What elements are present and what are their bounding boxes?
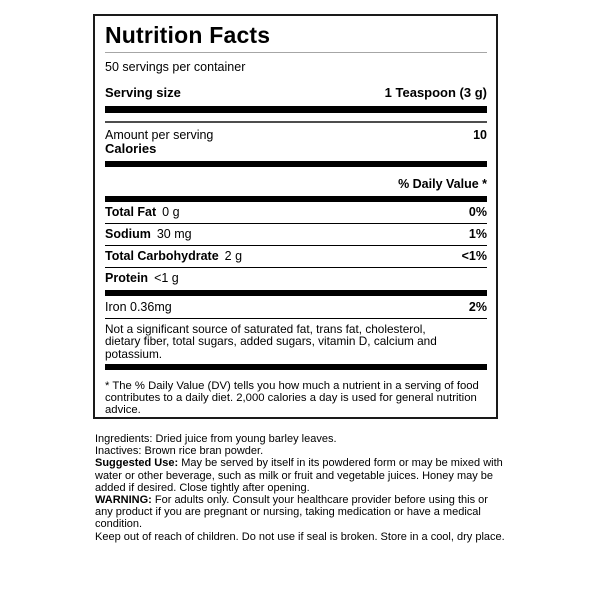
nutrition-facts-panel xyxy=(93,14,498,419)
thick-separator-bar xyxy=(105,290,487,296)
nutrient-name-amount: Total Carbohydrate 2 g xyxy=(105,249,243,263)
thin-divider xyxy=(105,121,487,123)
title-divider xyxy=(105,52,487,53)
serving-size-value: 1 Teaspoon (3 g) xyxy=(384,85,487,100)
daily-value-footnote: * The % Daily Value (DV) tells you how much a nutrient in a serving of food contributes to a daily diet. 2,000 calories a day is used for general nutrition advice. xyxy=(105,379,479,417)
not-significant-source-paragraph: Not a significant source of saturated fat, trans fat, cholesterol, dietary fiber, total sugars, added sugars, vitamin D, calcium and potassium. xyxy=(105,322,437,361)
serving-size-label: Serving size xyxy=(105,85,181,100)
nutrient-name-amount: Sodium 30 mg xyxy=(105,227,192,241)
mineral-name-amount: Iron 0.36mg xyxy=(105,300,172,314)
nutrient-daily-value: 0% xyxy=(468,205,487,219)
nutrient-name-amount: Total Fat 0 g xyxy=(105,205,180,219)
thick-separator-bar xyxy=(105,364,487,370)
mineral-row-iron xyxy=(105,298,487,319)
nutrient-daily-value: 1% xyxy=(468,227,487,241)
amount-per-serving-row xyxy=(105,128,487,142)
nutrition-facts-title: Nutrition Facts xyxy=(105,22,271,48)
suggested-use-paragraph: Suggested Use: May be served by itself in its powdered form or may be mixed with water or other beverage, such as milk or fruit and vegetable juices. Honey may be added if desired. Close tightly after opening. xyxy=(95,457,503,494)
supplement-info-section xyxy=(95,433,511,543)
calories-label: Calories xyxy=(105,141,157,156)
thick-separator-bar xyxy=(105,161,487,167)
inactives-text: Inactives: Brown rice bran powder. xyxy=(95,445,264,458)
storage-text: Keep out of reach of children. Do not use if seal is broken. Store in a cool, dry place. xyxy=(95,530,505,543)
daily-value-header: % Daily Value * xyxy=(398,177,487,191)
amount-per-serving-label: Amount per serving xyxy=(105,128,214,142)
suggested-use-label: Suggested Use: xyxy=(95,457,179,470)
ingredients-text: Ingredients: Dried juice from young barley leaves. xyxy=(95,433,337,445)
nutrient-row-protein xyxy=(105,268,487,289)
servings-per-container: 50 servings per container xyxy=(105,60,246,74)
nutrient-row-sodium xyxy=(105,224,487,246)
warning-label: WARNING: xyxy=(95,494,152,507)
nutrient-row-carbohydrate xyxy=(105,246,487,268)
warning-paragraph: WARNING: For adults only. Consult your healthcare provider before using this or any product if you are pregnant or nursing, taking medication or have a medical condition. xyxy=(95,494,488,531)
nutrient-name-amount: Protein <1 g xyxy=(105,271,179,285)
nutrient-row-total-fat xyxy=(105,202,487,224)
calories-value: 10 xyxy=(473,128,487,142)
mineral-daily-value: 2% xyxy=(468,300,487,314)
serving-size-row xyxy=(105,85,487,100)
nutrient-daily-value: <1% xyxy=(461,249,487,263)
thick-separator-bar xyxy=(105,106,487,113)
